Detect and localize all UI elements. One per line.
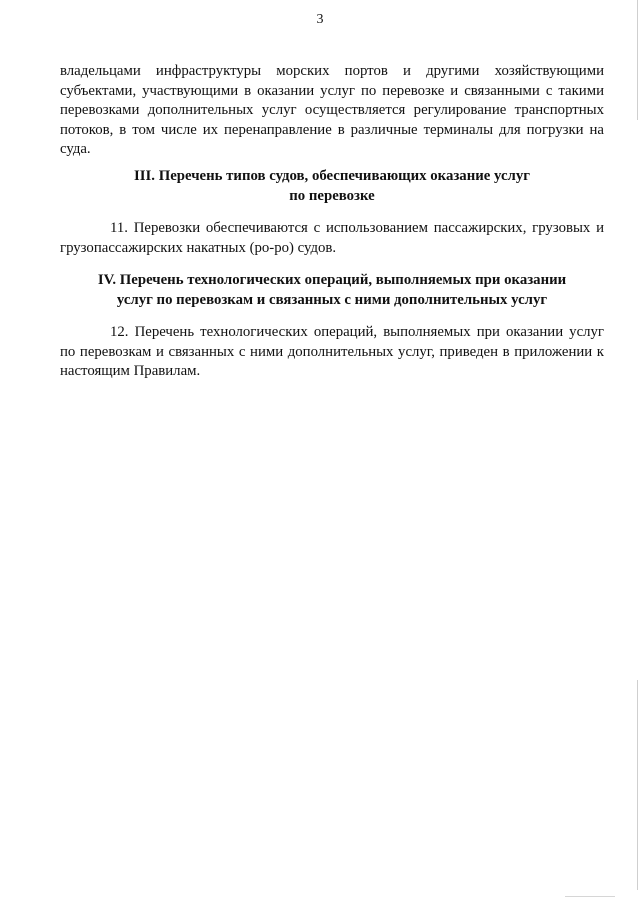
section-3-heading-line-2: по перевозке <box>289 187 375 204</box>
scan-edge-line-bottom <box>637 680 638 890</box>
section-4-heading <box>60 271 604 310</box>
paragraph-12: 12. Перечень технологических операций, выполняемых при оказании услуг по перевозкам и связанных с ними дополнительных услуг, приведен в приложении к настоящим Правилам. <box>60 324 604 379</box>
section-3-heading-line-1: III. Перечень типов судов, обеспечивающих оказание услуг <box>134 168 530 184</box>
paragraph-11: 11. Перевозки обеспечиваются с использованием пассажирских, грузовых и грузопассажирских накатных (ро-ро) судов. <box>60 220 604 256</box>
scan-edge-line-top <box>637 0 638 120</box>
page-number: 3 <box>316 12 324 27</box>
section-3-heading <box>60 167 604 206</box>
section-4-heading-line-2: услуг по перевозкам и связанных с ними дополнительных услуг <box>116 291 548 308</box>
section-4-heading-line-1: IV. Перечень технологических операций, выполняемых при оказании <box>97 272 567 288</box>
scan-speck <box>565 896 615 897</box>
paragraph-continuation: владельцами инфраструктуры морских портов и другими хозяйствующими субъектами, участвующими в оказании услуг по перевозке и связанными с такими перевозками дополнительных услуг осуществляется регулирование транспортных потоков, в том числе их перенаправление в различные терминалы для погрузки на суда. <box>60 63 604 157</box>
